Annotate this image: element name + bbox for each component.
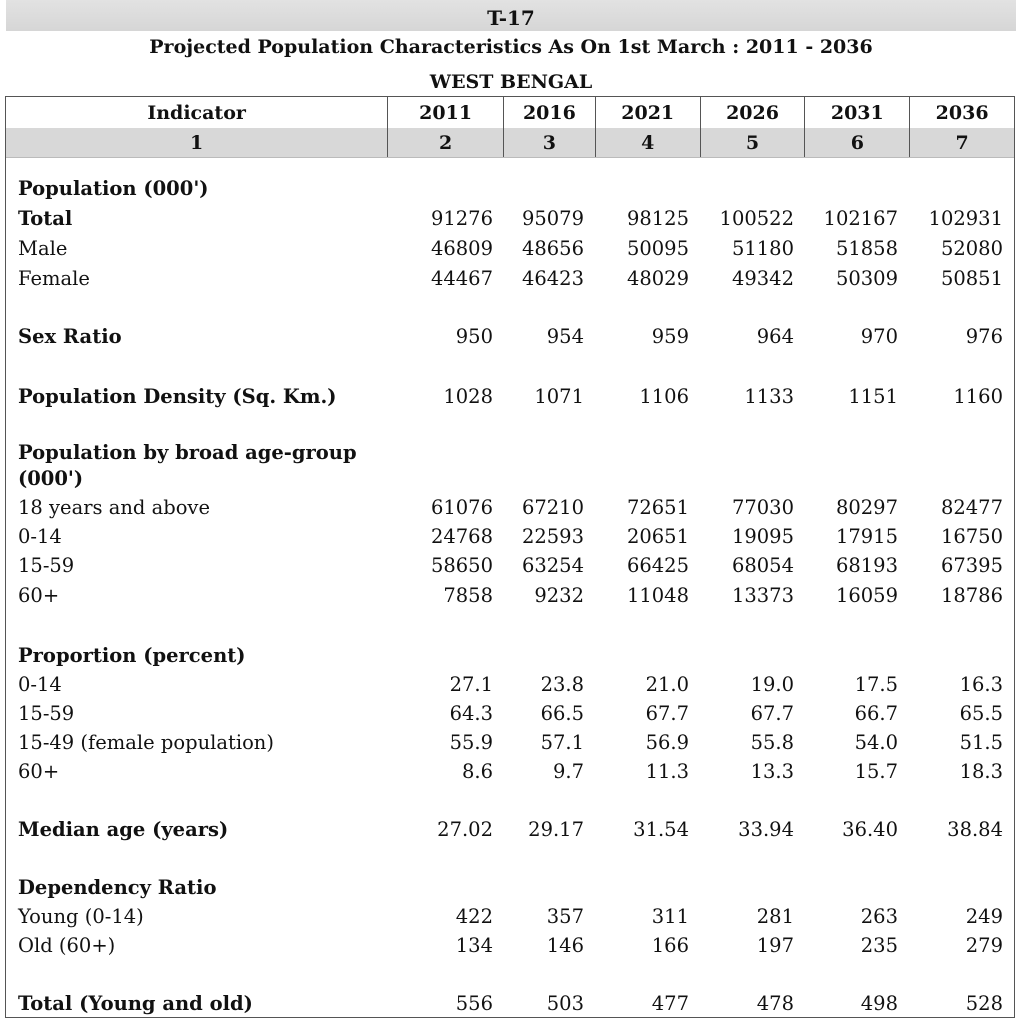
column-number: 3 — [504, 128, 596, 157]
cell-value: 19.0 — [750, 673, 794, 696]
section-heading-row — [6, 464, 1014, 494]
population-table — [5, 96, 1015, 1018]
document-title: Projected Population Characteristics As On 1st March : 2011 - 2036 — [149, 36, 873, 58]
cell-value: 100522 — [719, 207, 794, 230]
cell-value: 67395 — [940, 554, 1003, 577]
cell-value: 146 — [546, 934, 584, 957]
cell-value: 68193 — [835, 554, 898, 577]
cell-value: 80297 — [835, 496, 898, 519]
cell-value: 44467 — [430, 267, 493, 290]
column-number: 6 — [805, 128, 910, 157]
cell-value: 67.7 — [750, 702, 794, 725]
cell-value: 50309 — [835, 267, 898, 290]
row-label: 0-14 — [18, 525, 62, 548]
cell-value: 9232 — [534, 584, 584, 607]
table-row — [6, 815, 1014, 845]
cell-value: 16750 — [940, 525, 1003, 548]
cell-value: 477 — [651, 992, 689, 1015]
cell-value: 48029 — [626, 267, 689, 290]
cell-value: 235 — [860, 934, 898, 957]
header-year: 2036 — [935, 101, 989, 124]
cell-value: 9.7 — [552, 760, 584, 783]
cell-value: 263 — [860, 905, 898, 928]
cell-value: 95079 — [521, 207, 584, 230]
cell-value: 29.17 — [528, 818, 584, 841]
cell-value: 20651 — [626, 525, 689, 548]
cell-value: 46423 — [521, 267, 584, 290]
cell-value: 57.1 — [540, 731, 584, 754]
row-label: 60+ — [18, 760, 60, 783]
cell-value: 197 — [756, 934, 794, 957]
row-label: Old (60+) — [18, 934, 116, 957]
column-number: 4 — [596, 128, 701, 157]
cell-value: 1106 — [639, 385, 689, 408]
cell-value: 52080 — [940, 237, 1003, 260]
row-label: Median age (years) — [18, 818, 229, 841]
cell-value: 102931 — [928, 207, 1003, 230]
table-header-row — [6, 97, 1014, 129]
cell-value: 1028 — [443, 385, 493, 408]
cell-value: 72651 — [626, 496, 689, 519]
cell-value: 77030 — [731, 496, 794, 519]
cell-value: 950 — [455, 325, 493, 348]
section-heading-row — [6, 641, 1014, 671]
cell-value: 13373 — [731, 584, 794, 607]
cell-value: 31.54 — [633, 818, 689, 841]
header-year: 2026 — [701, 97, 806, 128]
section-heading-row — [6, 174, 1014, 204]
column-number-row — [6, 128, 1014, 158]
cell-value: 11048 — [626, 584, 689, 607]
cell-value: 478 — [756, 992, 794, 1015]
header-year: 2021 — [596, 97, 701, 128]
table-row — [6, 989, 1014, 1019]
row-label: 15-59 — [18, 554, 75, 577]
table-row — [6, 234, 1014, 264]
cell-value: 954 — [546, 325, 584, 348]
cell-value: 166 — [651, 934, 689, 957]
row-label: Female — [18, 267, 90, 290]
cell-value: 66.5 — [540, 702, 584, 725]
cell-value: 58650 — [430, 554, 493, 577]
cell-value: 503 — [546, 992, 584, 1015]
column-number: 5 — [701, 128, 806, 157]
cell-value: 36.40 — [842, 818, 898, 841]
cell-value: 66425 — [626, 554, 689, 577]
table-row — [6, 699, 1014, 729]
column-number: 7 — [955, 131, 969, 154]
cell-value: 23.8 — [540, 673, 584, 696]
cell-value: 16059 — [835, 584, 898, 607]
cell-value: 61076 — [430, 496, 493, 519]
cell-value: 67210 — [521, 496, 584, 519]
cell-value: 98125 — [626, 207, 689, 230]
cell-value: 56.9 — [645, 731, 689, 754]
cell-value: 51180 — [731, 237, 794, 260]
cell-value: 959 — [651, 325, 689, 348]
cell-value: 357 — [546, 905, 584, 928]
cell-value: 68054 — [731, 554, 794, 577]
row-label: Population Density (Sq. Km.) — [18, 385, 337, 408]
cell-value: 50095 — [626, 237, 689, 260]
row-label: Total (Young and old) — [18, 992, 253, 1015]
header-year: 2011 — [388, 97, 504, 128]
cell-value: 65.5 — [959, 702, 1003, 725]
row-label: 60+ — [18, 584, 60, 607]
cell-value: 134 — [455, 934, 493, 957]
cell-value: 38.84 — [947, 818, 1003, 841]
cell-value: 976 — [965, 325, 1003, 348]
section-heading-row — [6, 873, 1014, 903]
cell-value: 22593 — [521, 525, 584, 548]
row-label: Total — [18, 207, 73, 230]
row-label: (000') — [18, 467, 84, 490]
header-indicator: Indicator — [6, 97, 388, 128]
row-label: 15-59 — [18, 702, 75, 725]
table-row — [6, 493, 1014, 523]
row-label: Population (000') — [18, 177, 209, 200]
table-row — [6, 522, 1014, 552]
cell-value: 498 — [860, 992, 898, 1015]
cell-value: 67.7 — [645, 702, 689, 725]
cell-value: 311 — [651, 905, 689, 928]
cell-value: 422 — [455, 905, 493, 928]
cell-value: 50851 — [940, 267, 1003, 290]
cell-value: 66.7 — [854, 702, 898, 725]
table-row — [6, 382, 1014, 412]
cell-value: 27.1 — [449, 673, 493, 696]
cell-value: 556 — [455, 992, 493, 1015]
row-label: Male — [18, 237, 68, 260]
row-label: 15-49 (female population) — [18, 731, 274, 754]
cell-value: 279 — [965, 934, 1003, 957]
cell-value: 33.94 — [738, 818, 794, 841]
cell-value: 54.0 — [854, 731, 898, 754]
header-year: 2031 — [805, 97, 910, 128]
cell-value: 91276 — [430, 207, 493, 230]
cell-value: 17915 — [835, 525, 898, 548]
column-number: 1 — [6, 128, 388, 157]
cell-value: 46809 — [430, 237, 493, 260]
table-row — [6, 551, 1014, 581]
row-label: Population by broad age-group — [18, 441, 357, 464]
cell-value: 51.5 — [959, 731, 1003, 754]
row-label: Proportion (percent) — [18, 644, 246, 667]
header-year: 2016 — [504, 97, 596, 128]
table-row — [6, 757, 1014, 787]
cell-value: 11.3 — [645, 760, 689, 783]
cell-value: 1151 — [848, 385, 898, 408]
row-label: Young (0-14) — [18, 905, 144, 928]
table-row — [6, 581, 1014, 611]
row-label: Sex Ratio — [18, 325, 122, 348]
cell-value: 8.6 — [461, 760, 493, 783]
cell-value: 18786 — [940, 584, 1003, 607]
cell-value: 63254 — [521, 554, 584, 577]
cell-value: 51858 — [835, 237, 898, 260]
cell-value: 55.9 — [449, 731, 493, 754]
cell-value: 964 — [756, 325, 794, 348]
cell-value: 1160 — [953, 385, 1003, 408]
cell-value: 27.02 — [437, 818, 493, 841]
cell-value: 21.0 — [645, 673, 689, 696]
cell-value: 13.3 — [750, 760, 794, 783]
table-row — [6, 322, 1014, 352]
column-number: 2 — [388, 128, 504, 157]
table-row — [6, 902, 1014, 932]
cell-value: 15.7 — [854, 760, 898, 783]
cell-value: 82477 — [940, 496, 1003, 519]
region-heading: WEST BENGAL — [429, 71, 593, 93]
row-label: 0-14 — [18, 673, 62, 696]
cell-value: 102167 — [823, 207, 898, 230]
cell-value: 249 — [965, 905, 1003, 928]
cell-value: 48656 — [521, 237, 584, 260]
table-row — [6, 204, 1014, 234]
table-row — [6, 670, 1014, 700]
cell-value: 16.3 — [959, 673, 1003, 696]
row-label: 18 years and above — [18, 496, 210, 519]
cell-value: 970 — [860, 325, 898, 348]
cell-value: 49342 — [731, 267, 794, 290]
cell-value: 18.3 — [959, 760, 1003, 783]
cell-value: 17.5 — [854, 673, 898, 696]
cell-value: 24768 — [430, 525, 493, 548]
table-row — [6, 264, 1014, 294]
table-id-banner: T-17 — [6, 0, 1016, 31]
cell-value: 64.3 — [449, 702, 493, 725]
cell-value: 1071 — [534, 385, 584, 408]
table-row — [6, 728, 1014, 758]
cell-value: 528 — [965, 992, 1003, 1015]
cell-value: 7858 — [443, 584, 493, 607]
table-row — [6, 931, 1014, 961]
cell-value: 55.8 — [750, 731, 794, 754]
row-label: Dependency Ratio — [18, 876, 217, 899]
cell-value: 281 — [756, 905, 794, 928]
cell-value: 19095 — [731, 525, 794, 548]
cell-value: 1133 — [744, 385, 794, 408]
